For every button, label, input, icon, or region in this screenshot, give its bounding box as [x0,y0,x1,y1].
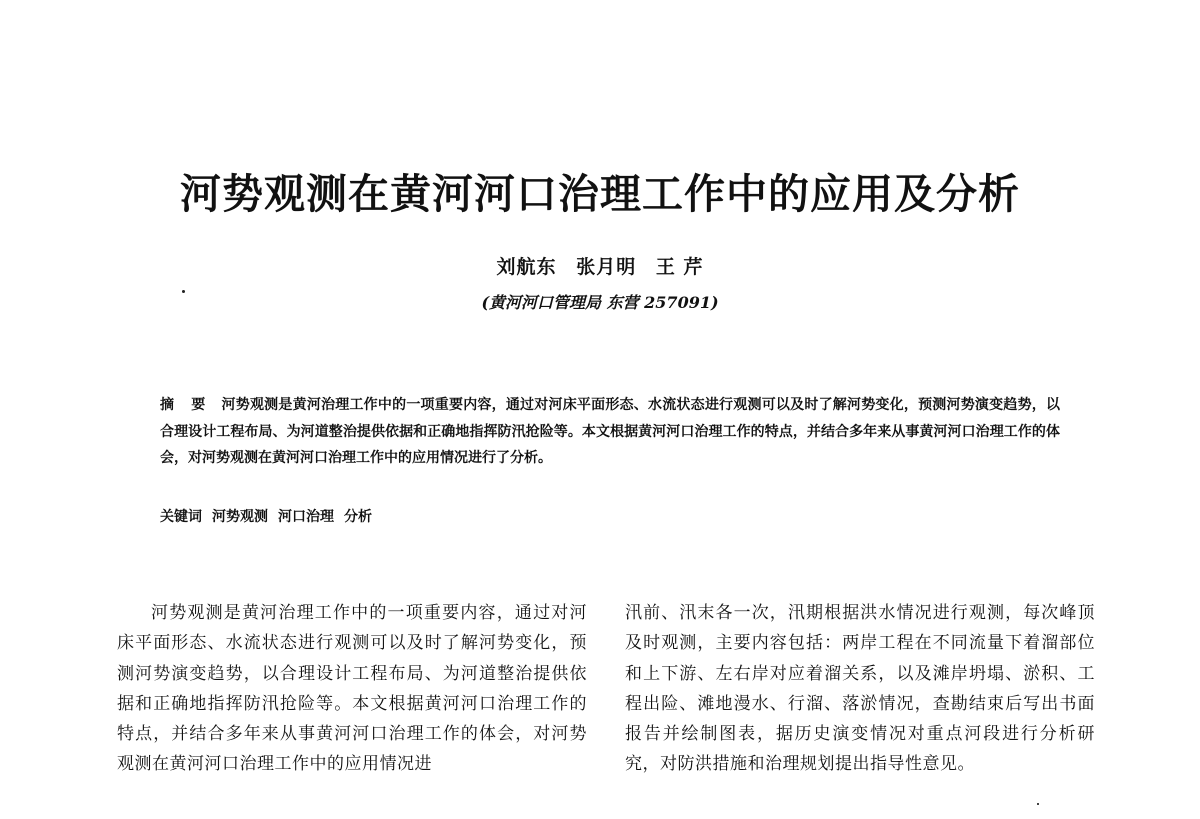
body-column-right [625,598,1095,780]
author-affiliation: (黄河河口管理局 东营 257091) [481,293,719,312]
keyword: 分析 [344,509,372,525]
author-name: 王 芹 [655,256,704,278]
abstract-block [160,392,1060,472]
author-name: 刘航东 [496,256,557,278]
keyword: 河口治理 [278,509,334,525]
abstract-label: 摘 要 [160,397,212,413]
keyword: 河势观测 [212,509,268,525]
body-paragraph: 汛前、汛末各一次，汛期根据洪水情况进行观测，每次峰顶及时观测，主要内容包括：两岸工程在不同流量下着溜部位和上下游、左右岸对应着溜关系，以及滩岸坍塌、淤积、工程出险、滩地漫水、行溜、落淤情况，查勘结束后写出书面报告并绘制图表，据历史演变情况对重点河段进行分析研究，对防洪措施和治理规划提出指导性意见。 [625,603,1095,775]
scan-speck [1037,803,1039,805]
keywords-block [160,504,372,530]
author-name: 张月明 [576,256,637,278]
abstract-text: 河势观测是黄河治理工作中的一项重要内容，通过对河床平面形态、水流状态进行观测可以及时了解河势变化，预测河势演变趋势，以合理设计工程布局、为河道整治提供依据和正确地指挥防汛抢险等。本文根据黄河河口治理工作的特点，并结合多年来从事黄河河口治理工作的体会，对河势观测在黄河河口治理工作中的应用情况进行了分析。 [160,397,1061,466]
paper-title: 河势观测在黄河河口治理工作中的应用及分析 [180,170,1020,218]
body-paragraph: 河势观测是黄河治理工作中的一项重要内容，通过对河床平面形态、水流状态进行观测可以及时了解河势变化，预测河势演变趋势，以合理设计工程布局、为河道整治提供依据和正确地指挥防汛抢险等。本文根据黄河河口治理工作的特点，并结合多年来从事黄河河口治理工作的体会，对河势观测在黄河河口治理工作中的应用情况进 [117,603,587,775]
keywords-label: 关键词 [160,509,202,525]
body-column-left [117,598,587,780]
author-list [0,253,1200,281]
